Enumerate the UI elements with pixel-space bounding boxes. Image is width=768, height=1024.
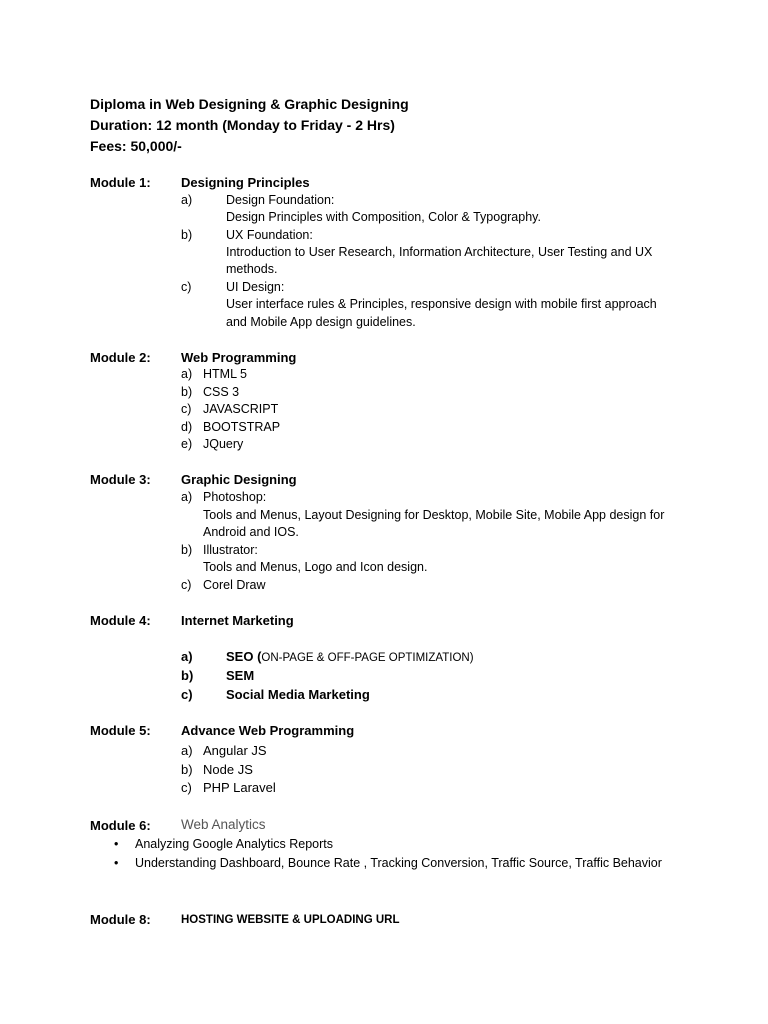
course-duration: Duration: 12 month (Monday to Friday - 2 Hrs)	[90, 117, 395, 133]
list-marker: a)	[181, 193, 193, 207]
bullet: •	[114, 837, 119, 851]
list-item: CSS 3	[203, 385, 240, 399]
list-item: PHP Laravel	[203, 780, 276, 795]
list-item-text: methods.	[226, 262, 278, 276]
module-4-title: Internet Marketing	[181, 613, 294, 628]
list-marker: b)	[181, 543, 193, 557]
list-item: JQuery	[203, 437, 244, 451]
list-marker: b)	[181, 228, 193, 242]
list-item-text: Introduction to User Research, Information Architecture, User Testing and UX	[226, 245, 653, 259]
list-item-text: Design Principles with Composition, Color & Typography.	[226, 210, 541, 224]
list-marker: b)	[181, 385, 193, 399]
list-item-text: and Mobile App design guidelines.	[226, 315, 416, 329]
module-6-label: Module 6:	[90, 818, 151, 833]
list-marker: c)	[181, 402, 192, 416]
list-item: Analyzing Google Analytics Reports	[135, 837, 334, 851]
list-item-heading: Illustrator:	[203, 543, 258, 557]
list-item-heading: Corel Draw	[203, 578, 266, 592]
bullet: •	[114, 856, 119, 870]
list-item: Understanding Dashboard, Bounce Rate , Tracking Conversion, Traffic Source, Traffic Behavior	[135, 856, 662, 870]
list-item	[226, 648, 474, 666]
list-item: JAVASCRIPT	[203, 402, 279, 416]
list-item-text: User interface rules & Principles, responsive design with mobile first approach	[226, 297, 657, 311]
course-title: Diploma in Web Designing & Graphic Designing	[90, 96, 409, 112]
list-marker: c)	[181, 780, 192, 795]
list-item-heading: Design Foundation:	[226, 193, 335, 207]
module-1-title: Designing Principles	[181, 175, 310, 190]
module-5-title: Advance Web Programming	[181, 723, 355, 738]
list-item: Angular JS	[203, 743, 267, 758]
list-marker: a)	[181, 367, 193, 381]
module-8-label: Module 8:	[90, 912, 151, 927]
module-2-label: Module 2:	[90, 350, 151, 365]
list-item: Social Media Marketing	[226, 687, 370, 702]
module-1-label: Module 1:	[90, 175, 151, 190]
list-marker: e)	[181, 437, 193, 451]
module-2-title: Web Programming	[181, 350, 297, 365]
list-item: SEM	[226, 668, 255, 683]
list-item-text: Tools and Menus, Logo and Icon design.	[203, 560, 428, 574]
list-marker: c)	[181, 578, 192, 592]
list-marker: a)	[181, 490, 193, 504]
list-item: Node JS	[203, 762, 253, 777]
module-3-label: Module 3:	[90, 472, 151, 487]
list-marker: c)	[181, 280, 192, 294]
list-marker: b)	[181, 668, 194, 683]
module-3-title: Graphic Designing	[181, 472, 297, 487]
list-marker: d)	[181, 420, 193, 434]
list-marker: c)	[181, 687, 193, 702]
list-item-heading: UX Foundation:	[226, 228, 313, 242]
list-item-heading: Photoshop:	[203, 490, 267, 504]
module-8-title: HOSTING WEBSITE & UPLOADING URL	[181, 914, 400, 926]
list-item: HTML 5	[203, 367, 247, 381]
module-4-label: Module 4:	[90, 613, 151, 628]
list-item-rest: ON-PAGE & OFF-PAGE OPTIMIZATION)	[261, 652, 474, 664]
list-marker: a)	[181, 649, 193, 664]
list-marker: b)	[181, 762, 193, 777]
list-item-bold: SEO (	[226, 649, 262, 664]
list-item-text: Android and IOS.	[203, 525, 299, 539]
list-item: BOOTSTRAP	[203, 420, 281, 434]
module-5-label: Module 5:	[90, 723, 151, 738]
list-marker: a)	[181, 743, 193, 758]
list-item-text: Tools and Menus, Layout Designing for Desktop, Mobile Site, Mobile App design for	[203, 508, 665, 522]
module-6-title: Web Analytics	[181, 817, 266, 832]
list-item-heading: UI Design:	[226, 280, 285, 294]
course-fees: Fees: 50,000/-	[90, 138, 182, 154]
